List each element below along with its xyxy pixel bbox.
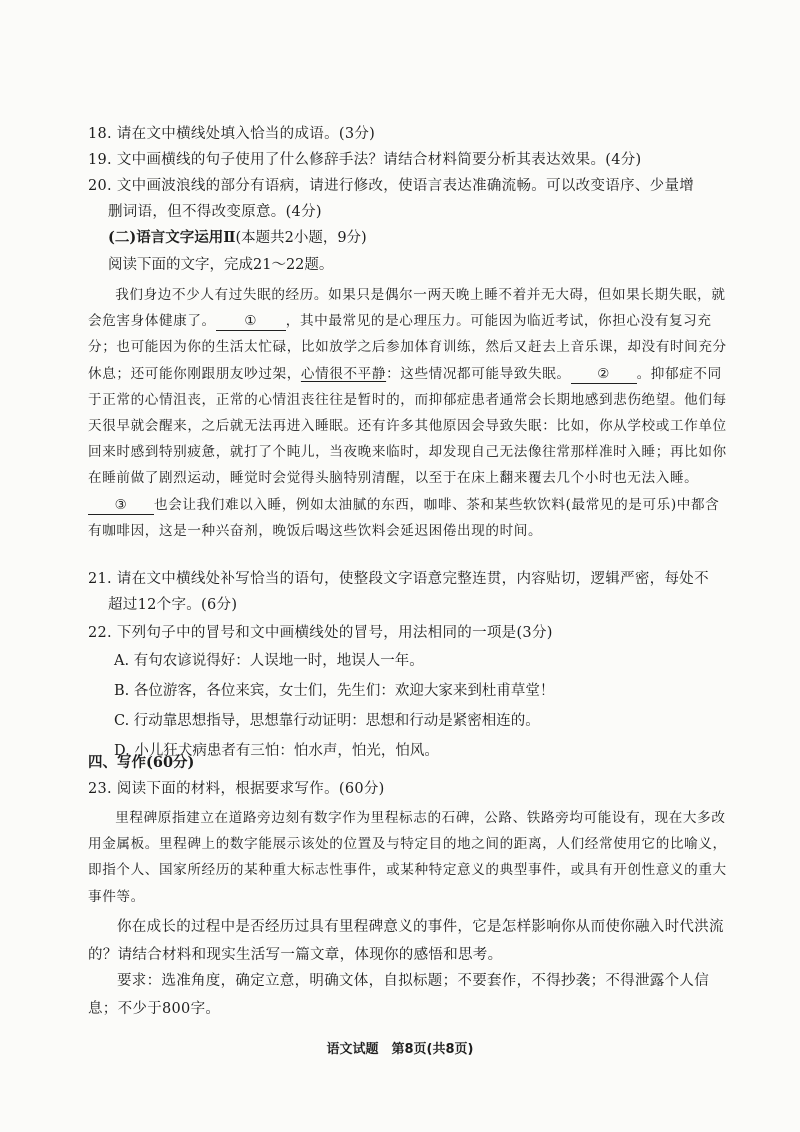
passage-text-1: 我们身边不少人有过失眠的经历。如果只是偶尔一两天晚上睡不着并无大碍，但如果长期失眠，就会危害身体健康了。 bbox=[88, 287, 726, 330]
writing-requirements: 要求：选准角度，确定立意，明确文体，自拟标题；不要套作，不得抄袭；不得泄露个人信息；不少于800字。 bbox=[88, 973, 709, 1017]
question-20-line1: 20. 文中画波浪线的部分有语病，请进行修改，使语言表达准确流畅。可以改变语序、少量增 bbox=[88, 178, 695, 194]
option-d: D. 小儿狂犬病患者有三怕：怕水声，怕光，怕风。 bbox=[114, 743, 439, 759]
question-23: 23. 阅读下面的材料，根据要求写作。(60分) bbox=[88, 781, 385, 797]
passage-text-2: ，其中最常见的是心理压力。可能因为临近考试，你担心没有复习充分；也可能因为你的生活太忙碌，比如放学之后参加体育训练，然后又赶去上音乐课，却没有时间充分休息；还可能你刚跟朋友吵过架， bbox=[88, 313, 727, 382]
writing-material: 里程碑原指建立在道路旁边刻有数字作为里程标志的石碑，公路、铁路旁均可能设有，现在大多改用金属板。里程碑上的数字能展示该处的位置及与特定目的地之间的距离，人们经常使用它的比喻义，即指个人、国家所经历的某种重大标志性事件，或某种特定意义的典型事件，或具有开创性意义的重大事件等。 bbox=[88, 810, 727, 905]
blank-3: ③ bbox=[88, 496, 154, 515]
passage-text-3: ：这些情况都可能导致失眠。 bbox=[386, 365, 571, 382]
writing-prompt: 你在成长的过程中是否经历过具有里程碑意义的事件，它是怎样影响你从而使你融入时代洪流的？请结合材料和现实生活写一篇文章，体现你的感悟和思考。 bbox=[88, 919, 724, 963]
question-20 bbox=[88, 173, 730, 225]
option-a: A. 有句农谚说得好：人误地一时，地误人一年。 bbox=[114, 653, 424, 669]
section-4-heading: 四、写作(60分) bbox=[88, 754, 195, 771]
question-22: 22. 下列句子中的冒号和文中画横线处的冒号，用法相同的一项是(3分) bbox=[88, 625, 553, 641]
blank-1: ① bbox=[216, 312, 286, 331]
question-21-line1: 21. 请在文中横线处补写恰当的语句，使整段文字语意完整连贯，内容贴切，逻辑严密，每处不 bbox=[88, 571, 709, 587]
question-19: 19. 文中画横线的句子使用了什么修辞手法？请结合材料简要分析其表达效果。(4分) bbox=[88, 152, 642, 168]
section-2-header bbox=[88, 225, 730, 251]
question-18: 18. 请在文中横线处填入恰当的成语。(3分) bbox=[88, 126, 376, 142]
option-b: B. 各位游客，各位来宾，女士们，先生们：欢迎大家来到杜甫草堂！ bbox=[114, 683, 555, 699]
passage-text-5: 也会让我们难以入睡，例如太油腻的东西，咖啡、茶和某些软饮料(最常见的是可乐)中都含有咖啡因，这是一种兴奋剂，晚饭后喝这些饮料会延迟困倦出现的时间。 bbox=[88, 496, 720, 539]
underlined-phrase: 心情很不平静 bbox=[300, 365, 387, 382]
reading-passage bbox=[88, 282, 730, 544]
question-20-line2: 删词语，但不得改变原意。(4分) bbox=[108, 204, 322, 220]
read-instruction: 阅读下面的文字，完成21～22题。 bbox=[108, 257, 334, 273]
page-footer: 语文试题 第8页(共8页) bbox=[326, 1042, 474, 1057]
passage-text-4: 。抑郁症不同于正常的心情沮丧，正常的心情沮丧往往是暂时的，而抑郁症患者通常会长期地感到悲伤绝望。他们每天很早就会醒来，之后就无法再进入睡眠。还有许多其他原因会导致失眠：比如，你从学校或工作单位回来时感到特别疲惫，就打了个盹儿，当夜晚来临时，却发现自己无法像往常那样准时入睡；再比如你在睡前做了剧烈运动，睡觉时会觉得头脑特别清醒，以至于在床上翻来覆去几个小时也无法入睡。 bbox=[88, 365, 727, 487]
question-21 bbox=[88, 566, 730, 618]
blank-2: ② bbox=[571, 365, 637, 384]
question-21-line2: 超过12个字。(6分) bbox=[108, 597, 238, 613]
section-2-note: (本题共2小题，9分) bbox=[235, 230, 367, 246]
options-list bbox=[88, 646, 730, 766]
section-2-heading: (二)语言文字运用Ⅱ bbox=[108, 229, 236, 246]
option-c: C. 行动靠思想指导，思想靠行动证明：思想和行动是紧密相连的。 bbox=[114, 713, 540, 729]
